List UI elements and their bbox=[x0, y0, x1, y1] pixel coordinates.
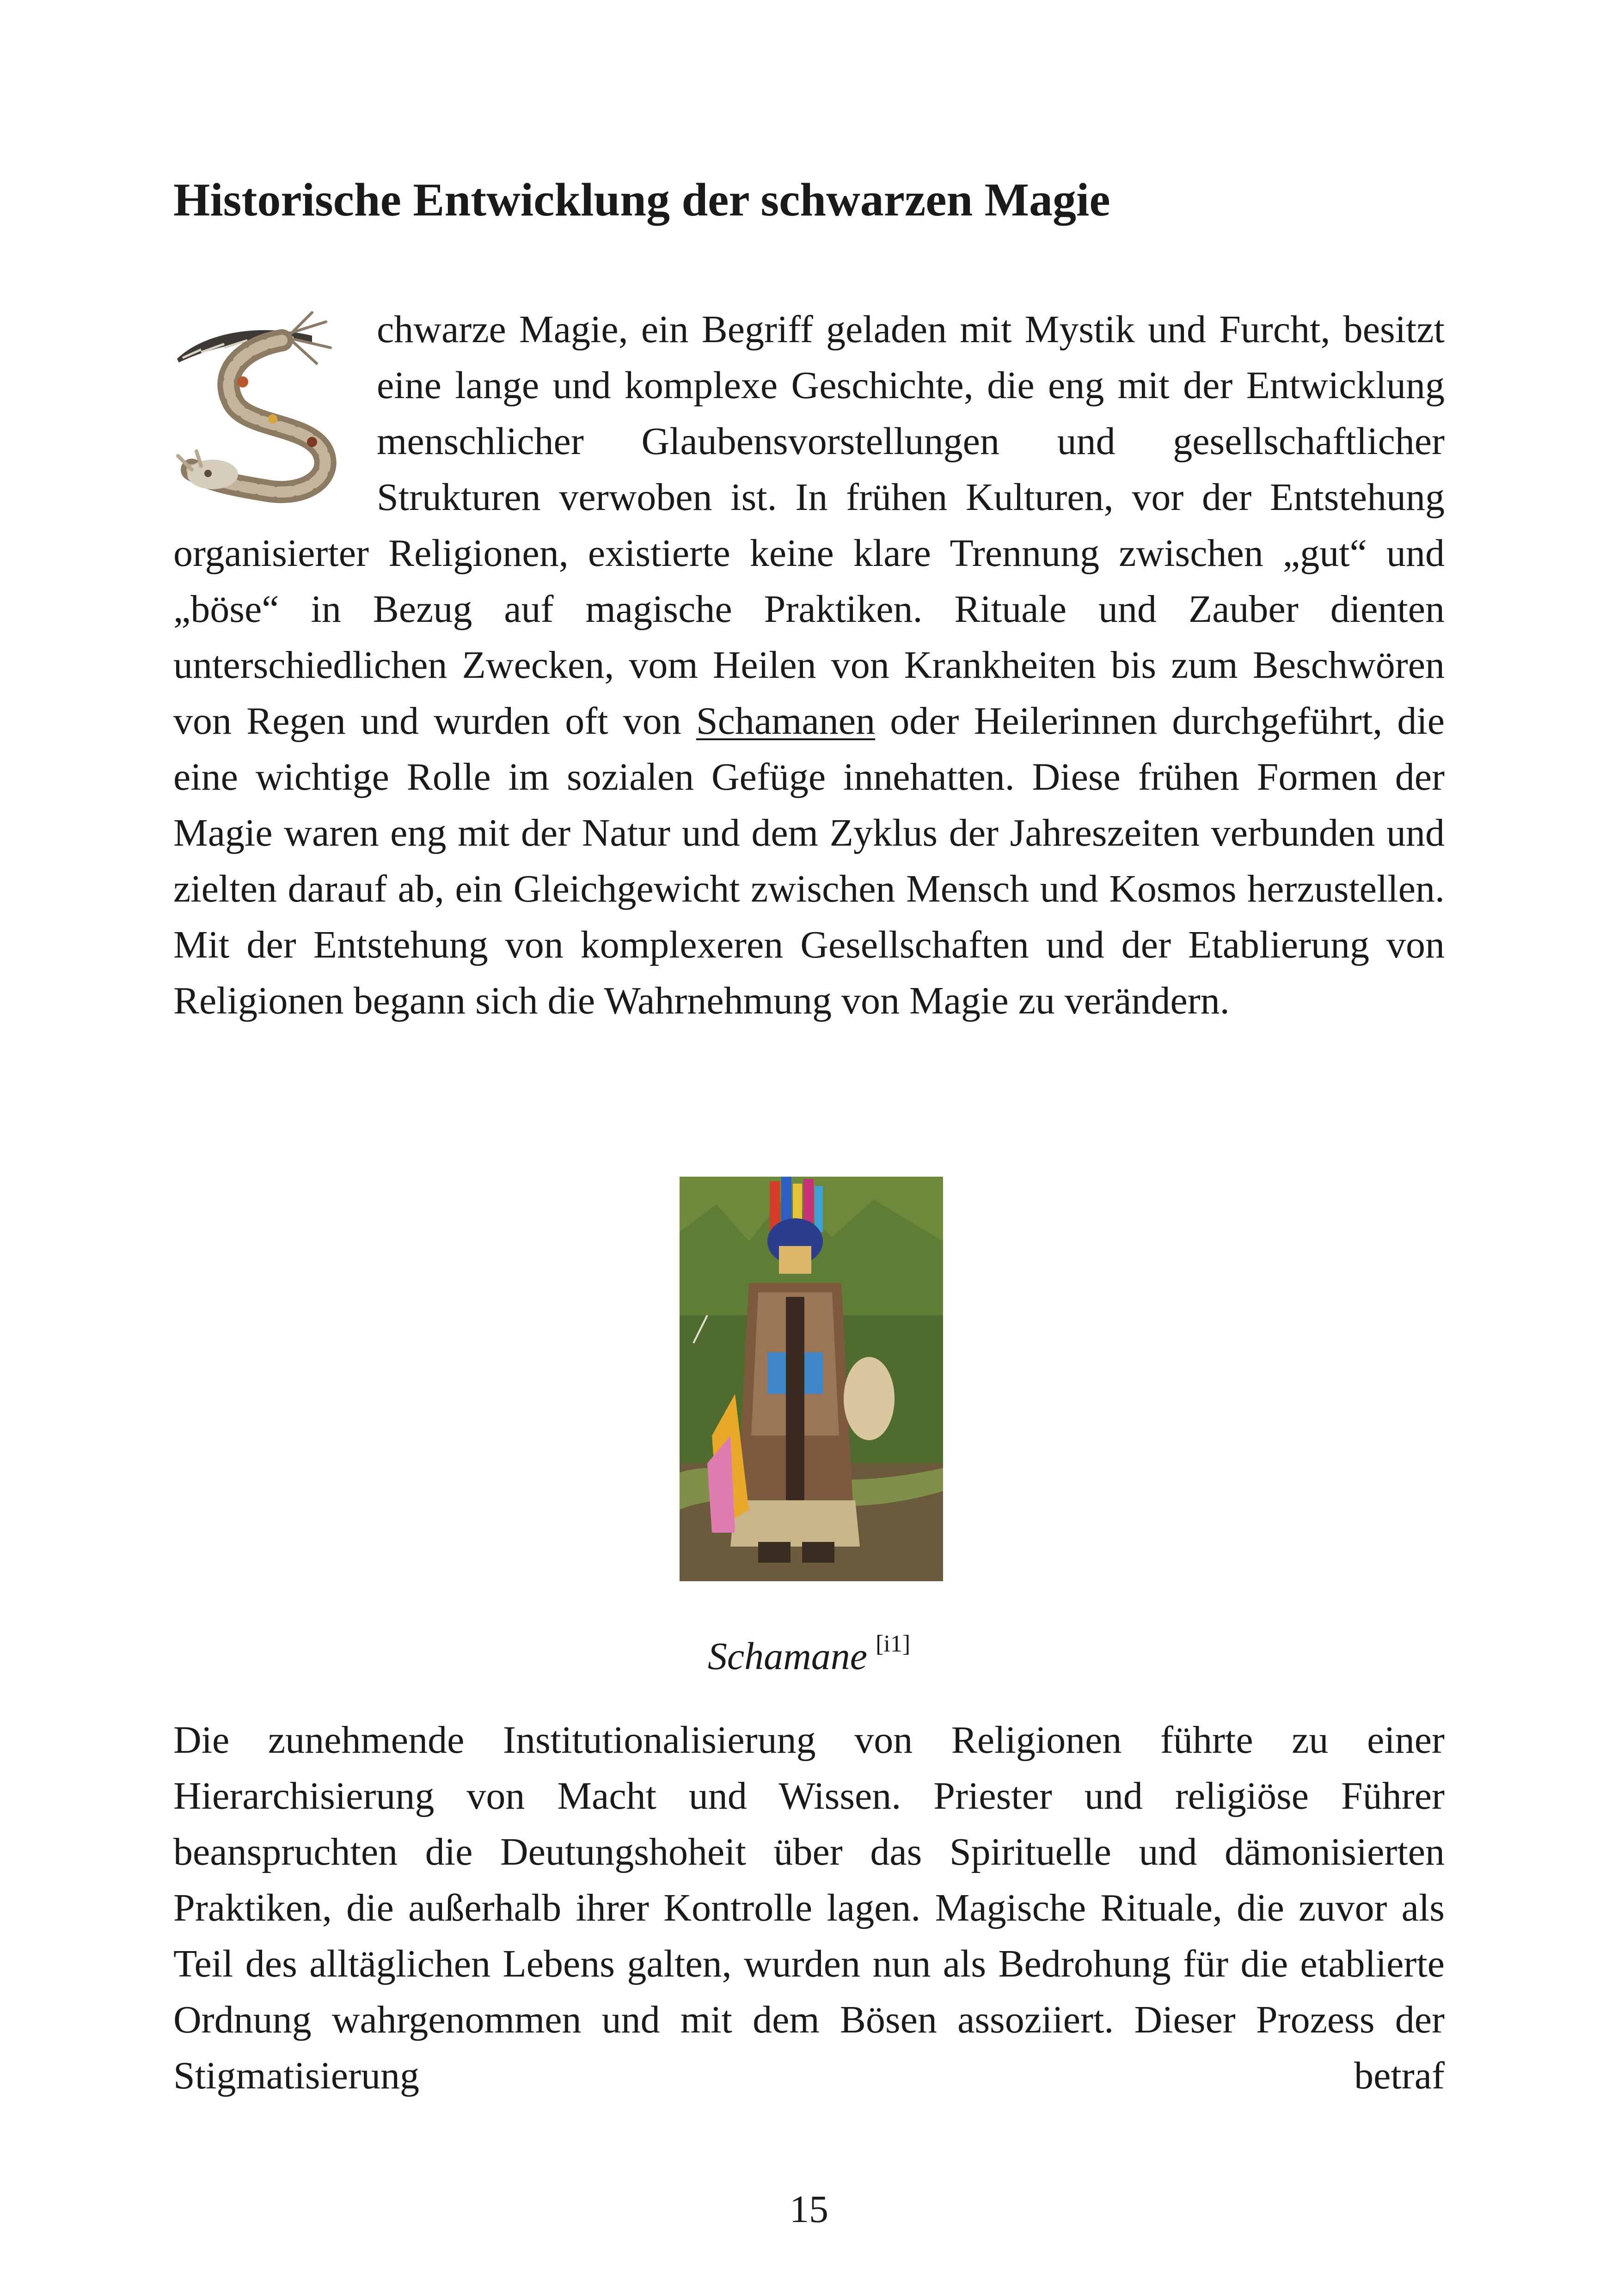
paragraph-1-text-end: oder Heilerinnen durchgeführt, die eine wichtige Rolle im sozialen Gefüge innehatten. Diese frühen Formen der Magie waren eng mit der Natur und dem Zyklus der Jahreszeiten verbunden und zielten darauf ab, ein Gleichgewicht zwischen Mensch und Kosmos herzustellen. Mit der Entstehung von komplexeren Gesellschaften und der Etablierung von Religionen begann sich die Wahrnehmung von Magie zu verändern. bbox=[173, 700, 1445, 1022]
feather-bone-s-icon bbox=[173, 303, 340, 509]
dropcap-illustration bbox=[173, 303, 340, 509]
schamanen-link[interactable]: Schamanen bbox=[696, 700, 876, 743]
caption-text: Schamane bbox=[707, 1635, 868, 1678]
paragraph-2 bbox=[173, 1712, 1445, 2104]
figure-caption bbox=[173, 1630, 1445, 1680]
paragraph-2-text: Die zunehmende Institutionalisierung von Religionen führte zu einer Hierarchisierung von Macht und Wissen. Priester und religiöse Führer beanspruchten die Deutungshoheit über das Spirituelle und dämonisierten Praktiken, die außerhalb ihrer Kontrolle lagen. Magische Rituale, die zuvor als Teil des alltäglichen Lebens galten, wurden nun als Bedrohung für die etablierte Ordnung wahrgenommen und mit dem Bösen assoziiert. Dieser Prozess der Stigmatisierung betraf bbox=[173, 1719, 1445, 2097]
book-page bbox=[173, 0, 1445, 2296]
page-number: 15 bbox=[790, 2188, 828, 2231]
paragraph-1 bbox=[173, 301, 1445, 1029]
chapter-heading: Historische Entwicklung der schwarzen Magie bbox=[173, 174, 1110, 226]
image-reference[interactable]: [i1] bbox=[876, 1631, 911, 1657]
shaman-photo bbox=[680, 1177, 943, 1581]
paragraph-1-text-start: chwarze Magie, ein Begriff geladen mit Mystik und Furcht, besitzt eine lange und komplexe Geschichte, die eng mit der Entwicklung menschlicher Glaubensvorstellungen und gesellschaftlicher Strukturen verwoben ist. In frühen Kulturen, vor der Entstehung organisierter Religionen, existierte keine klare Trennung zwischen „gut“ und „böse“ in Bezug auf magische Praktiken. Rituale und Zauber dienten unterschiedlichen Zwecken, vom Heilen von Krankheiten bis zum Beschwören von Regen und wurden oft von bbox=[173, 308, 1445, 743]
